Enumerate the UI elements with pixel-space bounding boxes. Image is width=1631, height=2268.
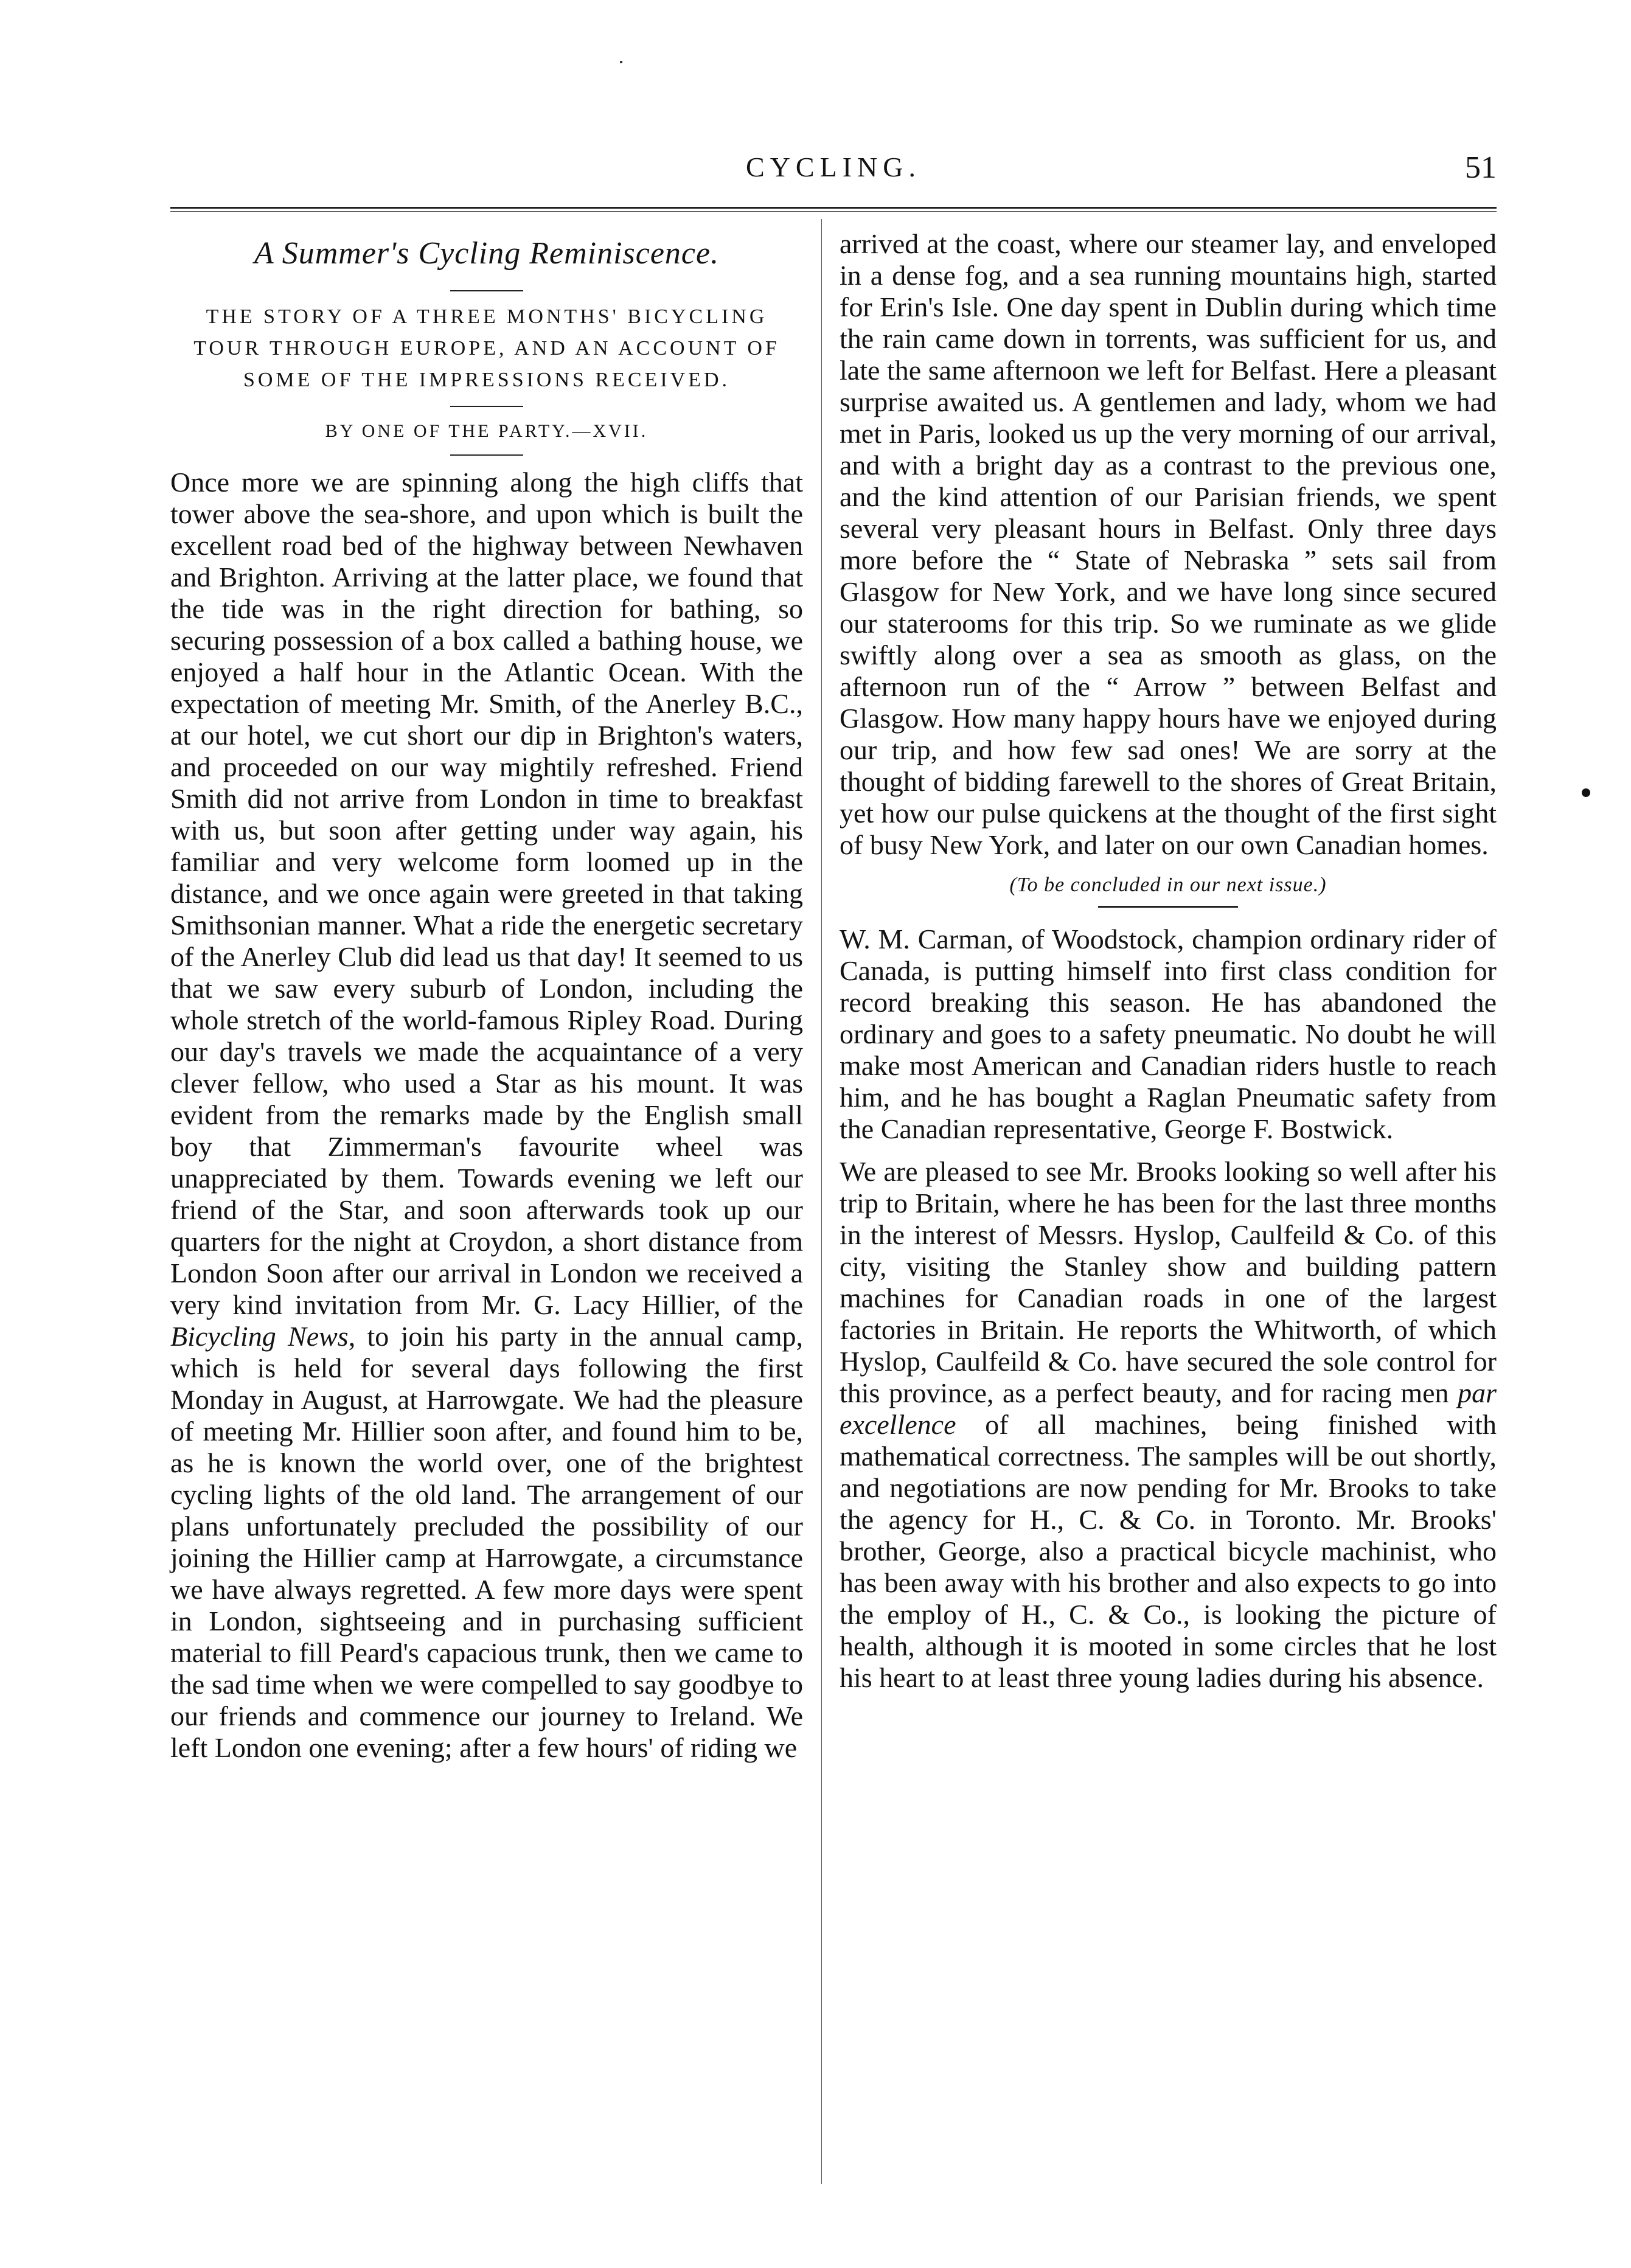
print-speck	[620, 61, 622, 63]
left-column	[170, 228, 803, 1764]
page-header	[170, 146, 1497, 201]
article-subtitle: THE STORY OF A THREE MONTHS' BICYCLING TOUR THROUGH EUROPE, AND AN ACCOUNT OF SOME OF THE IMPRESSIONS RECEIVED.	[193, 305, 780, 391]
article-body-start	[170, 467, 803, 1764]
page-number: 51	[1465, 150, 1497, 185]
section-rule	[1098, 906, 1238, 908]
stray-ink-dot	[1582, 788, 1590, 797]
article-body-part1: Once more we are spinning along the high cliffs that tower above the sea-shore, and upon which is built the excellent road bed of the highway between Newhaven and Brighton. Arriving at the latter place, we found that the tide was in the right direction for bathing, so securing possession of a box called a bathing house, we enjoyed a half hour in the Atlantic Ocean. With the expectation of meeting Mr. Smith, of the Anerley B.C., at our hotel, we cut short our dip in Brighton's waters, and proceeded on our way mightily refreshed. Friend Smith did not arrive from London in time to breakfast with us, but soon after getting under way again, his familiar and very welcome form loomed up in the distance, and we once again were greeted in that taking Smithsonian manner. What a ride the energetic secretary of the Anerley Club did lead us that day! It seemed to us that we saw every suburb of London, including the whole stretch of the world-famous Ripley Road. During our day's travels we made the acquaintance of a very clever fellow, who used a Star as his mount. It was evident from the remarks made by the English small boy that Zimmerman's favourite wheel was unappreciated by them. Towards evening we left our friend of the Star, and soon afterwards took up our quarters for the night at Croydon, a short distance from London Soon after our arrival in London we received a very kind invitation from Mr. G. Lacy Hillier, of the	[170, 467, 803, 1320]
news-item-brooks-part2: of all machines, being finished with mathematical correctness. The samples will be out shortly, and negotiations are now pending for Mr. Brooks to take the agency for H., C. & Co. in Toronto. Mr. Brooks' brother, George, also a practical bicycle machinist, who has been away with his brother and also expects to go into the employ of H., C. & Co., is looking the picture of health, although it is mooted in some circles that he lost his heart to at least three young ladies during his absence.	[840, 1409, 1497, 1693]
header-rule-thin	[170, 211, 1497, 212]
running-title: CYCLING.	[746, 151, 921, 183]
subtitle-rule	[450, 406, 523, 407]
article-body-part2-tail: arrived at the coast, where our steamer lay, and enveloped in a dense fog, and a sea running mountains high, started for Erin's Isle. One day spent in Dublin during which time the rain came down in torrents, was sufficient for us, and late the same afternoon we left for Belfast. Here a pleasant surprise awaited us. A gentlemen and lady, whom we had met in Paris, looked us up the very morning of our arrival, and with a bright day as a contrast to the previous one, and the kind attention of our Parisian friends, we spent several very pleasant hours in Belfast. Only three days more before the “ State of Nebraska ” sets sail from Glasgow for New York, and we have long since secured our staterooms for this trip. So we ruminate as we glide swiftly along over a sea as smooth as glass, on the afternoon run of the “ Arrow ” between Belfast and Glasgow. How many happy hours have we enjoyed during our trip, and how few sad ones! We are sorry at the thought of bidding farewell to the shores of Great Britain, yet how our pulse quickens at the thought of the first sight of busy New York, and later on our own Canadian homes.	[840, 228, 1497, 860]
news-item-carman: W. M. Carman, of Woodstock, champion ordinary rider of Canada, is putting himself into first class condition for record breaking this season. He has abandoned the ordinary and goes to a safety pneumatic. No doubt he will make most American and Canadian riders hustle to reach him, and he has bought a Raglan Pneumatic safety from the Canadian representative, George F. Bostwick.	[840, 924, 1497, 1144]
right-column	[840, 228, 1497, 1694]
article-title: A Summer's Cycling Reminiscence.	[254, 236, 720, 271]
article-body-italic-title: Bicycling News	[170, 1321, 349, 1352]
continued-note: (To be concluded in our next issue.)	[1009, 874, 1327, 896]
news-item-brooks	[840, 1156, 1497, 1694]
article-body-part2-head: , to join his party in the annual camp, which is held for several days following the first Monday in August, at Harrowgate. We had the pleasure of meeting Mr. Hillier soon after, and found him to be, as he is known the world over, one of the brightest cycling lights of the old land. The arrangement of our plans unfortunately precluded the possibility of our joining the Hillier camp at Harrowgate, a circumstance we have always regretted. A few more days were spent in London, sightseeing and in purchasing sufficient material to fill Peard's capacious trunk, then we came to the sad time when we were compelled to say goodbye to our friends and commence our journey to Ireland. We left London one evening; after a few hours' of riding we	[170, 1321, 804, 1763]
news-item-brooks-italic: par excellence	[840, 1377, 1497, 1440]
byline-rule	[450, 454, 523, 456]
title-rule	[450, 290, 523, 291]
header-rule	[170, 207, 1497, 209]
article-body-continued	[840, 228, 1497, 861]
news-item-brooks-part1: We are pleased to see Mr. Brooks looking so well after his trip to Britain, where he has been for the last three months in the interest of Messrs. Hyslop, Caulfeild & Co. of this city, visiting the Stanley show and building pattern machines for Canadian roads in one of the largest factories in Britain. He reports the Whitworth, of which Hyslop, Caulfeild & Co. have secured the sole control for this province, as a perfect beauty, and for racing men	[840, 1156, 1497, 1408]
article-byline: BY ONE OF THE PARTY.—XVII.	[325, 421, 649, 441]
column-divider	[821, 219, 822, 2184]
